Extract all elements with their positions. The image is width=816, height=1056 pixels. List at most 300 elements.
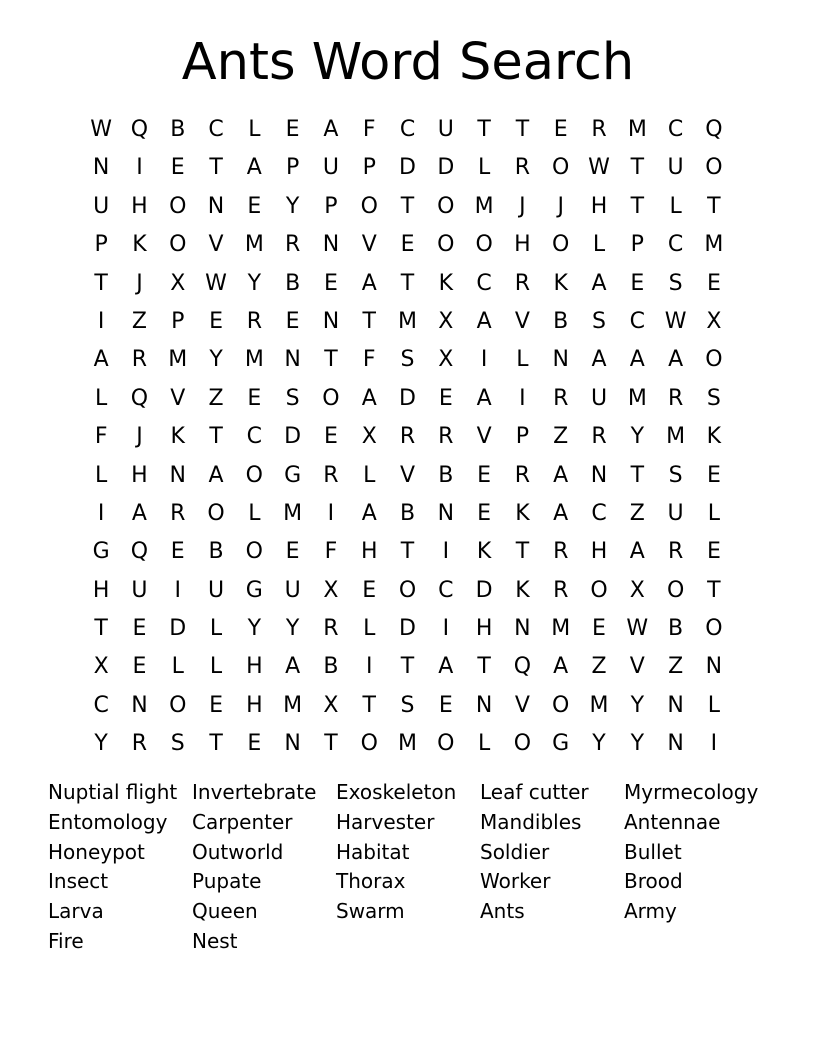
grid-letter: R: [514, 462, 531, 488]
grid-letter: Q: [130, 117, 149, 142]
grid-letter: T: [324, 731, 338, 757]
grid-letter: V: [476, 424, 492, 450]
grid-letter: A: [361, 500, 377, 526]
grid-letter: E: [323, 424, 338, 450]
grid-letter: S: [668, 462, 683, 488]
grid-letter: E: [170, 539, 185, 565]
grid-letter: C: [93, 692, 109, 718]
grid-letter: I: [480, 347, 488, 373]
grid-letter: B: [399, 500, 416, 526]
word-list-item: Carpenter: [192, 809, 293, 834]
grid-letter: T: [209, 731, 223, 757]
grid-letter: S: [400, 692, 415, 718]
letter-grid: [82, 111, 733, 764]
grid-letter: D: [437, 155, 455, 181]
grid-letter: V: [361, 232, 377, 258]
grid-letter: M: [398, 308, 418, 334]
grid-letter: P: [324, 193, 338, 219]
grid-letter: P: [515, 424, 530, 450]
grid-letter: R: [246, 308, 262, 334]
grid-letter: C: [667, 232, 684, 258]
grid-letter: K: [170, 424, 185, 450]
grid-letter: E: [285, 539, 300, 565]
grid-letter: R: [438, 424, 454, 450]
grid-letter: S: [170, 731, 185, 757]
grid-letter: E: [553, 117, 568, 142]
grid-letter: Z: [208, 385, 224, 411]
grid-letter: E: [362, 577, 377, 603]
grid-letter: X: [323, 577, 339, 603]
grid-letter: L: [669, 193, 682, 219]
grid-letter: X: [438, 347, 454, 373]
grid-letter: N: [131, 692, 148, 718]
grid-letter: E: [438, 385, 453, 411]
grid-letter: H: [92, 577, 110, 603]
grid-letter: N: [284, 731, 301, 757]
grid-letter: B: [553, 308, 569, 334]
grid-letter: H: [246, 654, 263, 680]
grid-letter: T: [400, 193, 415, 219]
grid-letter: R: [323, 616, 339, 642]
grid-letter: I: [442, 616, 450, 642]
grid-letter: M: [666, 424, 686, 450]
grid-letter: F: [362, 347, 376, 373]
grid-letter: M: [704, 232, 724, 258]
grid-letter: A: [591, 270, 607, 296]
grid-letter: T: [362, 308, 376, 334]
grid-letter: P: [362, 155, 376, 181]
grid-letter: A: [323, 117, 339, 142]
grid-letter: O: [169, 193, 187, 219]
grid-letter: E: [592, 616, 606, 642]
grid-letter: P: [171, 308, 185, 334]
grid-letter: L: [248, 500, 261, 526]
grid-letter: R: [553, 539, 569, 565]
grid-letter: N: [514, 616, 531, 642]
word-list-item: Bullet: [624, 839, 682, 864]
grid-letter: U: [667, 155, 684, 181]
grid-letter: Y: [247, 616, 262, 642]
grid-letter: H: [246, 692, 263, 718]
grid-letter: X: [706, 308, 722, 334]
word-list-item: Ants: [480, 899, 525, 924]
grid-letter: R: [667, 539, 684, 565]
grid-letter: O: [360, 193, 378, 219]
word-list-item: Antennae: [624, 809, 721, 834]
grid-letter: I: [136, 155, 143, 181]
grid-letter: T: [477, 117, 491, 142]
grid-letter: O: [552, 692, 570, 718]
grid-letter: C: [629, 308, 645, 334]
grid-letter: A: [208, 462, 224, 488]
grid-letter: H: [514, 232, 531, 258]
grid-letter: E: [209, 692, 223, 718]
grid-letter: O: [207, 500, 225, 526]
grid-letter: B: [323, 654, 339, 680]
grid-letter: K: [515, 577, 530, 603]
grid-letter: O: [437, 232, 455, 258]
grid-letter: B: [285, 270, 301, 296]
word-list-item: Nuptial flight: [48, 780, 178, 804]
grid-letter: E: [247, 731, 262, 757]
grid-letter: A: [476, 308, 492, 334]
grid-letter: X: [361, 424, 377, 450]
grid-letter: L: [592, 232, 606, 258]
word-list-item: Pupate: [192, 869, 262, 894]
grid-letter: S: [592, 308, 606, 334]
grid-letter: X: [323, 692, 339, 718]
grid-letter: P: [94, 232, 108, 258]
grid-letter: R: [553, 577, 569, 603]
grid-letter: L: [707, 692, 721, 718]
grid-letter: V: [399, 462, 416, 488]
grid-letter: T: [209, 155, 223, 181]
grid-letter: I: [174, 577, 181, 603]
grid-letter: L: [248, 117, 261, 142]
grid-letter: I: [97, 308, 105, 334]
grid-letter: F: [94, 424, 108, 450]
grid-letter: V: [629, 654, 645, 680]
grid-letter: T: [324, 347, 338, 373]
grid-letter: J: [557, 193, 564, 219]
grid-letter: E: [477, 500, 492, 526]
grid-letter: E: [630, 270, 645, 296]
grid-letter: O: [590, 577, 608, 603]
grid-letter: O: [322, 385, 340, 411]
grid-letter: T: [630, 193, 645, 219]
grid-letter: W: [90, 117, 113, 142]
grid-letter: N: [552, 347, 569, 373]
grid-letter: M: [551, 616, 571, 642]
grid-letter: C: [399, 117, 416, 142]
word-list-item: Queen: [192, 899, 258, 924]
grid-letter: A: [361, 385, 377, 411]
grid-letter: R: [284, 232, 301, 258]
grid-letter: O: [705, 155, 723, 181]
grid-letter: E: [706, 539, 721, 565]
grid-letter: T: [94, 616, 108, 642]
grid-letter: X: [629, 577, 645, 603]
grid-letter: L: [477, 155, 491, 181]
grid-letter: A: [553, 500, 569, 526]
word-list-item: Mandibles: [480, 809, 582, 834]
grid-letter: A: [591, 347, 607, 373]
grid-letter: M: [627, 385, 647, 411]
grid-letter: O: [475, 232, 493, 258]
grid-letter: M: [244, 232, 264, 258]
grid-letter: L: [477, 731, 491, 757]
grid-letter: A: [553, 462, 569, 488]
grid-letter: N: [169, 462, 186, 488]
grid-letter: H: [590, 193, 608, 219]
grid-letter: A: [629, 539, 645, 565]
grid-letter: S: [706, 385, 721, 411]
grid-letter: C: [476, 270, 492, 296]
grid-letter: E: [247, 193, 262, 219]
grid-letter: N: [705, 654, 723, 680]
grid-letter: N: [322, 232, 340, 258]
grid-letter: O: [552, 155, 570, 181]
word-list-item: Swarm: [336, 899, 405, 924]
grid-letter: K: [132, 232, 147, 258]
grid-letter: T: [515, 539, 530, 565]
grid-letter: F: [362, 117, 376, 142]
grid-letter: E: [706, 270, 721, 296]
word-list-item: Invertebrate: [192, 780, 317, 804]
grid-letter: R: [553, 385, 569, 411]
grid-letter: H: [360, 539, 378, 565]
grid-letter: R: [591, 424, 607, 450]
grid-letter: L: [95, 462, 108, 488]
word-list-item: Leaf cutter: [480, 780, 589, 804]
grid-letter: U: [667, 500, 684, 526]
grid-letter: V: [514, 692, 530, 718]
grid-letter: L: [707, 500, 721, 526]
grid-letter: M: [589, 692, 609, 718]
grid-letter: O: [169, 232, 187, 258]
grid-letter: B: [170, 117, 186, 142]
grid-letter: T: [630, 462, 645, 488]
word-list-item: Soldier: [480, 839, 550, 864]
grid-letter: Y: [209, 347, 223, 373]
grid-letter: W: [205, 270, 227, 296]
grid-letter: E: [132, 616, 147, 642]
grid-letter: G: [245, 577, 263, 603]
grid-letter: A: [629, 347, 645, 373]
grid-letter: A: [553, 654, 569, 680]
grid-letter: R: [131, 347, 148, 373]
grid-letter: E: [170, 155, 185, 181]
grid-letter: A: [285, 654, 301, 680]
word-list: [48, 778, 768, 957]
grid-letter: R: [399, 424, 416, 450]
grid-letter: T: [707, 193, 721, 219]
grid-letter: B: [438, 462, 454, 488]
grid-letter: T: [94, 270, 108, 296]
grid-letter: J: [136, 424, 143, 450]
grid-letter: Q: [130, 385, 149, 411]
grid-letter: W: [626, 616, 649, 642]
grid-letter: O: [245, 462, 263, 488]
grid-letter: T: [362, 692, 376, 718]
word-list-item: Nest: [192, 928, 238, 953]
grid-letter: L: [209, 616, 223, 642]
grid-letter: N: [92, 155, 110, 181]
grid-letter: J: [519, 193, 526, 219]
grid-letter: L: [363, 462, 376, 488]
word-list-item: Habitat: [336, 839, 410, 864]
grid-letter: M: [283, 692, 303, 718]
grid-letter: M: [474, 193, 494, 219]
grid-letter: U: [207, 577, 225, 603]
grid-letter: A: [93, 347, 109, 373]
grid-letter: O: [437, 731, 455, 757]
grid-letter: U: [322, 155, 339, 181]
grid-letter: O: [705, 616, 723, 642]
grid-letter: Z: [131, 308, 147, 334]
grid-letter: N: [437, 500, 455, 526]
word-list-item: Insect: [48, 869, 109, 894]
grid-letter: R: [323, 462, 339, 488]
grid-letter: I: [442, 539, 450, 565]
word-list-item: Army: [624, 899, 677, 924]
word-list-item: Brood: [624, 869, 683, 894]
grid-letter: Y: [285, 193, 300, 219]
grid-letter: P: [630, 232, 644, 258]
grid-letter: L: [363, 616, 376, 642]
grid-letter: C: [246, 424, 263, 450]
grid-letter: L: [171, 654, 184, 680]
grid-letter: Y: [94, 731, 108, 757]
grid-letter: U: [131, 577, 148, 603]
grid-letter: Y: [630, 692, 645, 718]
word-list-item: Larva: [48, 899, 104, 924]
grid-letter: H: [131, 193, 148, 219]
grid-letter: G: [552, 731, 570, 757]
grid-letter: S: [668, 270, 683, 296]
grid-letter: A: [476, 385, 492, 411]
grid-letter: O: [437, 193, 455, 219]
grid-letter: J: [136, 270, 143, 296]
word-list-item: Fire: [48, 928, 84, 953]
grid-letter: E: [209, 308, 223, 334]
grid-letter: P: [285, 155, 300, 181]
grid-letter: W: [588, 155, 610, 181]
grid-letter: C: [438, 577, 454, 603]
grid-letter: V: [514, 308, 530, 334]
grid-letter: E: [132, 654, 147, 680]
word-list-item: Entomology: [48, 809, 168, 834]
grid-letter: M: [627, 117, 647, 142]
grid-letter: S: [285, 385, 300, 411]
grid-letter: Y: [285, 616, 300, 642]
grid-letter: U: [93, 193, 110, 219]
grid-letter: U: [437, 117, 454, 142]
grid-letter: I: [97, 500, 105, 526]
grid-letter: E: [323, 270, 338, 296]
grid-letter: Z: [668, 654, 684, 680]
grid-letter: A: [361, 270, 377, 296]
grid-letter: Y: [630, 424, 645, 450]
grid-letter: A: [131, 500, 147, 526]
grid-letter: C: [208, 117, 224, 142]
grid-letter: L: [516, 347, 529, 373]
grid-letter: D: [475, 577, 493, 603]
word-list-item: Harvester: [336, 809, 435, 834]
grid-letter: Y: [592, 731, 606, 757]
grid-letter: N: [284, 347, 301, 373]
grid-letter: O: [169, 692, 187, 718]
grid-letter: Q: [513, 654, 532, 680]
grid-letter: K: [476, 539, 492, 565]
word-list-item: Thorax: [336, 869, 406, 894]
grid-letter: V: [170, 385, 186, 411]
page-title: Ants Word Search: [181, 33, 635, 92]
grid-letter: M: [283, 500, 303, 526]
grid-letter: M: [244, 347, 264, 373]
grid-letter: Q: [130, 539, 149, 565]
grid-letter: C: [591, 500, 607, 526]
grid-letter: D: [169, 616, 187, 642]
grid-letter: N: [322, 308, 340, 334]
grid-letter: C: [667, 117, 684, 142]
grid-letter: N: [475, 692, 493, 718]
grid-letter: Q: [705, 117, 723, 142]
grid-letter: Y: [630, 731, 645, 757]
grid-letter: A: [246, 155, 262, 181]
word-list-item: Exoskeleton: [336, 780, 457, 804]
grid-letter: A: [438, 654, 454, 680]
grid-letter: D: [399, 155, 416, 181]
grid-letter: U: [590, 385, 608, 411]
grid-letter: K: [515, 500, 530, 526]
grid-letter: O: [705, 347, 723, 373]
grid-letter: T: [515, 117, 530, 142]
grid-letter: O: [360, 731, 378, 757]
grid-letter: T: [209, 424, 223, 450]
grid-letter: A: [668, 347, 684, 373]
grid-letter: T: [400, 270, 415, 296]
grid-letter: T: [477, 654, 491, 680]
grid-letter: X: [170, 270, 186, 296]
grid-letter: D: [284, 424, 302, 450]
grid-letter: T: [707, 577, 721, 603]
grid-letter: E: [247, 385, 262, 411]
grid-letter: G: [284, 462, 302, 488]
grid-letter: N: [667, 692, 684, 718]
grid-letter: T: [400, 539, 415, 565]
word-list-item: Outworld: [192, 839, 284, 864]
grid-letter: H: [475, 616, 493, 642]
grid-letter: K: [706, 424, 722, 450]
grid-letter: L: [95, 385, 108, 411]
grid-letter: I: [710, 731, 718, 757]
grid-letter: E: [285, 308, 300, 334]
grid-letter: E: [400, 232, 415, 258]
grid-letter: I: [519, 385, 526, 411]
grid-letter: M: [168, 347, 188, 373]
grid-letter: Z: [629, 500, 645, 526]
grid-letter: T: [400, 654, 415, 680]
grid-letter: O: [513, 731, 532, 757]
grid-letter: N: [590, 462, 608, 488]
grid-letter: R: [131, 731, 148, 757]
grid-letter: R: [514, 270, 531, 296]
grid-letter: R: [591, 117, 607, 142]
grid-letter: X: [93, 654, 109, 680]
grid-letter: M: [398, 731, 418, 757]
grid-letter: H: [131, 462, 148, 488]
grid-letter: D: [399, 616, 416, 642]
grid-letter: E: [285, 117, 300, 142]
grid-letter: T: [630, 155, 645, 181]
grid-letter: E: [706, 462, 721, 488]
grid-letter: K: [438, 270, 454, 296]
grid-letter: S: [400, 347, 415, 373]
grid-letter: V: [208, 232, 224, 258]
grid-letter: D: [399, 385, 416, 411]
grid-letter: O: [666, 577, 685, 603]
grid-letter: U: [284, 577, 301, 603]
grid-letter: K: [553, 270, 568, 296]
grid-letter: Z: [591, 654, 607, 680]
grid-letter: N: [207, 193, 225, 219]
word-list-item: Worker: [480, 869, 551, 894]
grid-letter: Z: [553, 424, 569, 450]
grid-letter: I: [327, 500, 335, 526]
grid-letter: E: [438, 692, 453, 718]
grid-letter: R: [667, 385, 684, 411]
